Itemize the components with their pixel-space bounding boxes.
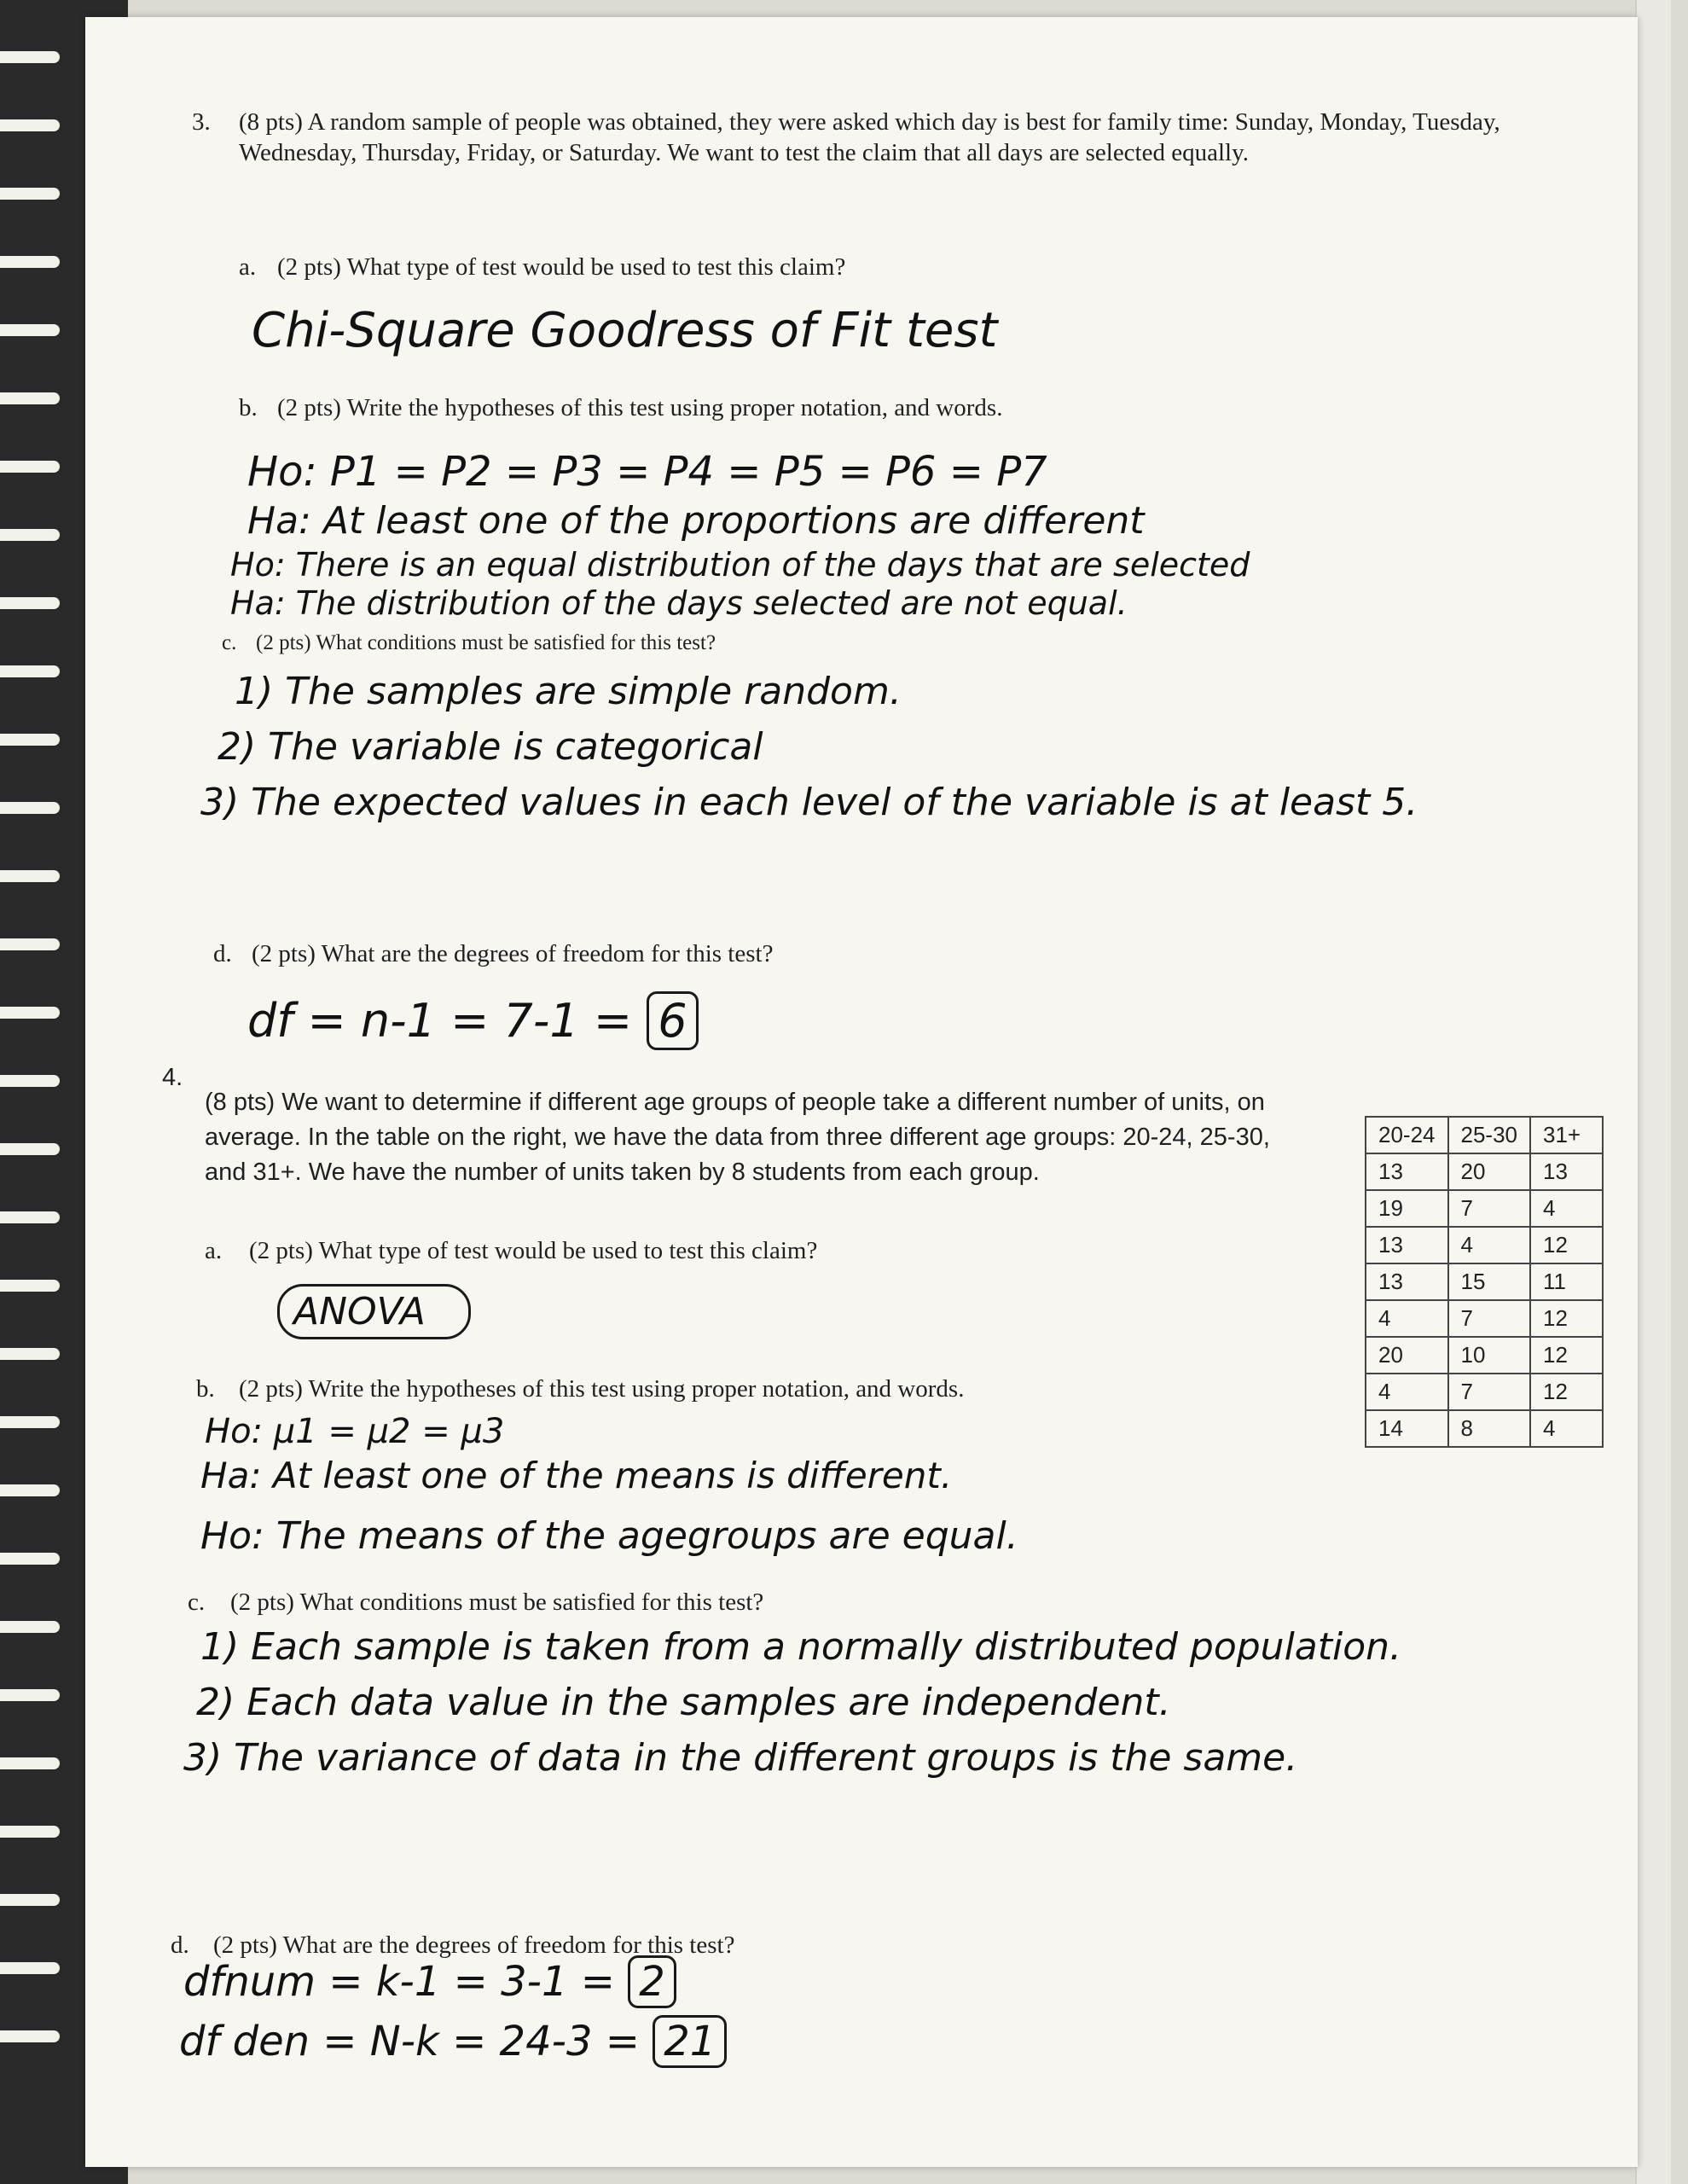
q4a-answer: ANOVA [277,1284,471,1339]
q3c-answer-3: 3) The expected values in each level of the variable is at least 5. [200,781,1418,824]
table-cell: 13 [1366,1263,1448,1300]
q3c-question: (2 pts) What conditions must be satisfied for this test? [256,631,716,654]
table-cell: 13 [1530,1153,1603,1190]
table-cell: 20 [1366,1337,1448,1374]
binder-ring [0,1007,60,1019]
q4a-label: a. [205,1237,223,1264]
binder-ring [0,324,60,336]
table-cell: 7 [1448,1190,1531,1227]
q4c-question: (2 pts) What conditions must be satisfied for this test? [230,1589,764,1616]
q4d-dfden-work: df den = N-k = 24-3 = [179,2018,640,2065]
q3d-question: (2 pts) What are the degrees of freedom for this test? [252,940,774,967]
table-cell: 14 [1366,1410,1448,1447]
binder-ring [0,1553,60,1565]
binder-ring [0,1416,60,1428]
binder-ring [0,2030,60,2042]
table-cell: 12 [1530,1337,1603,1374]
q4c-label: c. [188,1589,206,1616]
table-row [1366,1263,1603,1300]
binder-ring [0,1211,60,1223]
table-cell: 15 [1448,1263,1531,1300]
table-cell: 4 [1530,1410,1603,1447]
q4c-answer-1: 1) Each sample is taken from a normally distributed population. [200,1625,1402,1669]
q4b-question: (2 pts) Write the hypotheses of this test using proper notation, and words. [239,1375,965,1403]
table-header: 20-24 [1366,1117,1448,1153]
q3c-answer-2: 2) The variable is categorical [218,725,763,769]
q3b-answer-4: Ha: The distribution of the days selected are not equal. [230,584,1128,622]
binder-ring [0,1280,60,1292]
table-cell: 4 [1530,1190,1603,1227]
q4d-dfnum-boxed: 2 [628,1955,676,2008]
table-cell: 13 [1366,1227,1448,1263]
binder-ring [0,188,60,200]
q4-number: 4. [162,1064,183,1091]
q3c-label: c. [222,631,237,654]
binder-ring [0,665,60,677]
table-cell: 12 [1530,1300,1603,1337]
table-header-row [1366,1117,1603,1153]
q4b-answer-2: Ha: At least one of the means is different. [200,1455,953,1496]
binder-ring [0,1143,60,1155]
table-row [1366,1190,1603,1227]
q4d-answer-2 [179,2018,727,2065]
q3b-question: (2 pts) Write the hypotheses of this test using proper notation, and words. [277,394,1003,421]
binder-ring [0,597,60,609]
binder-ring [0,802,60,814]
q3d-work: df = n-1 = 7-1 = [247,994,633,1048]
table-cell: 19 [1366,1190,1448,1227]
q4d-answer-1 [183,1958,676,2006]
binder-ring [0,1826,60,1838]
q4c-answer-3: 3) The variance of data in the different groups is the same. [183,1736,1298,1780]
table-cell: 8 [1448,1410,1531,1447]
binder-ring [0,1757,60,1769]
q3c-answer-1: 1) The samples are simple random. [235,670,902,713]
q3a-answer: Chi-Square Goodress of Fit test [252,303,998,358]
binder-ring [0,392,60,404]
table-header: 31+ [1530,1117,1603,1153]
q3b-label: b. [239,394,258,421]
table-cell: 7 [1448,1374,1531,1410]
table-cell: 4 [1448,1227,1531,1263]
table-cell: 7 [1448,1300,1531,1337]
binder-ring [0,461,60,473]
q4a-question: (2 pts) What type of test would be used to test this claim? [249,1237,818,1264]
table-row [1366,1410,1603,1447]
table-cell: 11 [1530,1263,1603,1300]
binder-ring [0,1621,60,1633]
q3d-boxed-answer: 6 [647,991,698,1050]
q3a-question: (2 pts) What type of test would be used to test this claim? [277,253,846,281]
table-cell: 13 [1366,1153,1448,1190]
binder-ring [0,938,60,950]
q3d-label: d. [213,940,232,967]
table-row [1366,1337,1603,1374]
binder-ring [0,529,60,541]
binder-ring [0,51,60,63]
q4c-answer-2: 2) Each data value in the samples are independent. [196,1681,1171,1724]
table-cell: 20 [1448,1153,1531,1190]
q4d-question: (2 pts) What are the degrees of freedom for this test? [213,1931,735,1959]
binder-ring [0,119,60,131]
binder-ring [0,256,60,268]
q4b-answer-3: Ho: The means of the agegroups are equal. [200,1514,1018,1558]
q3-number: 3. [192,108,211,136]
units-table [1365,1116,1604,1448]
binder-ring [0,734,60,746]
q4d-dfnum-work: dfnum = k-1 = 3-1 = [183,1958,615,2006]
q3b-answer-1: Ho: P1 = P2 = P3 = P4 = P5 = P6 = P7 [247,448,1047,496]
binder-ring [0,1075,60,1087]
page-stack-edge [1635,0,1671,2184]
table-cell: 12 [1530,1227,1603,1263]
table-row [1366,1374,1603,1410]
binder-ring [0,870,60,882]
table-cell: 4 [1366,1300,1448,1337]
q3d-answer [247,994,699,1048]
q3a-label: a. [239,253,257,281]
binder-ring [0,1689,60,1701]
table-cell: 4 [1366,1374,1448,1410]
q4-prompt: (8 pts) We want to determine if different age groups of people take a different number of units, on average. In the table on the right, we have the data from three different age groups: 20-24, 25-30, and 31+. We have the number of units taken by 8 students from each group. [205,1089,1270,1187]
table-row [1366,1300,1603,1337]
q4b-answer-1: Ho: μ1 = μ2 = μ3 [205,1412,505,1451]
binder-ring [0,1894,60,1906]
q4d-dfden-boxed: 21 [653,2015,727,2068]
table-cell: 10 [1448,1337,1531,1374]
table-row [1366,1153,1603,1190]
table-header: 25-30 [1448,1117,1531,1153]
table-row [1366,1227,1603,1263]
q4b-label: b. [196,1375,215,1403]
binder-ring [0,1962,60,1974]
worksheet-page [85,17,1638,2167]
binder-ring [0,1348,60,1360]
q3b-answer-2: Ha: At least one of the proportions are different [247,499,1145,543]
q3b-answer-3: Ho: There is an equal distribution of the days that are selected [230,546,1250,584]
binder-ring [0,1484,60,1496]
q4d-label: d. [171,1931,189,1959]
q3-prompt: (8 pts) A random sample of people was obtained, they were asked which day is best for family time: Sunday, Monday, Tuesday, Wednesday, Thursday, Friday, or Saturday. We want to test the claim that all days are selected equally. [239,108,1500,167]
table-cell: 12 [1530,1374,1603,1410]
